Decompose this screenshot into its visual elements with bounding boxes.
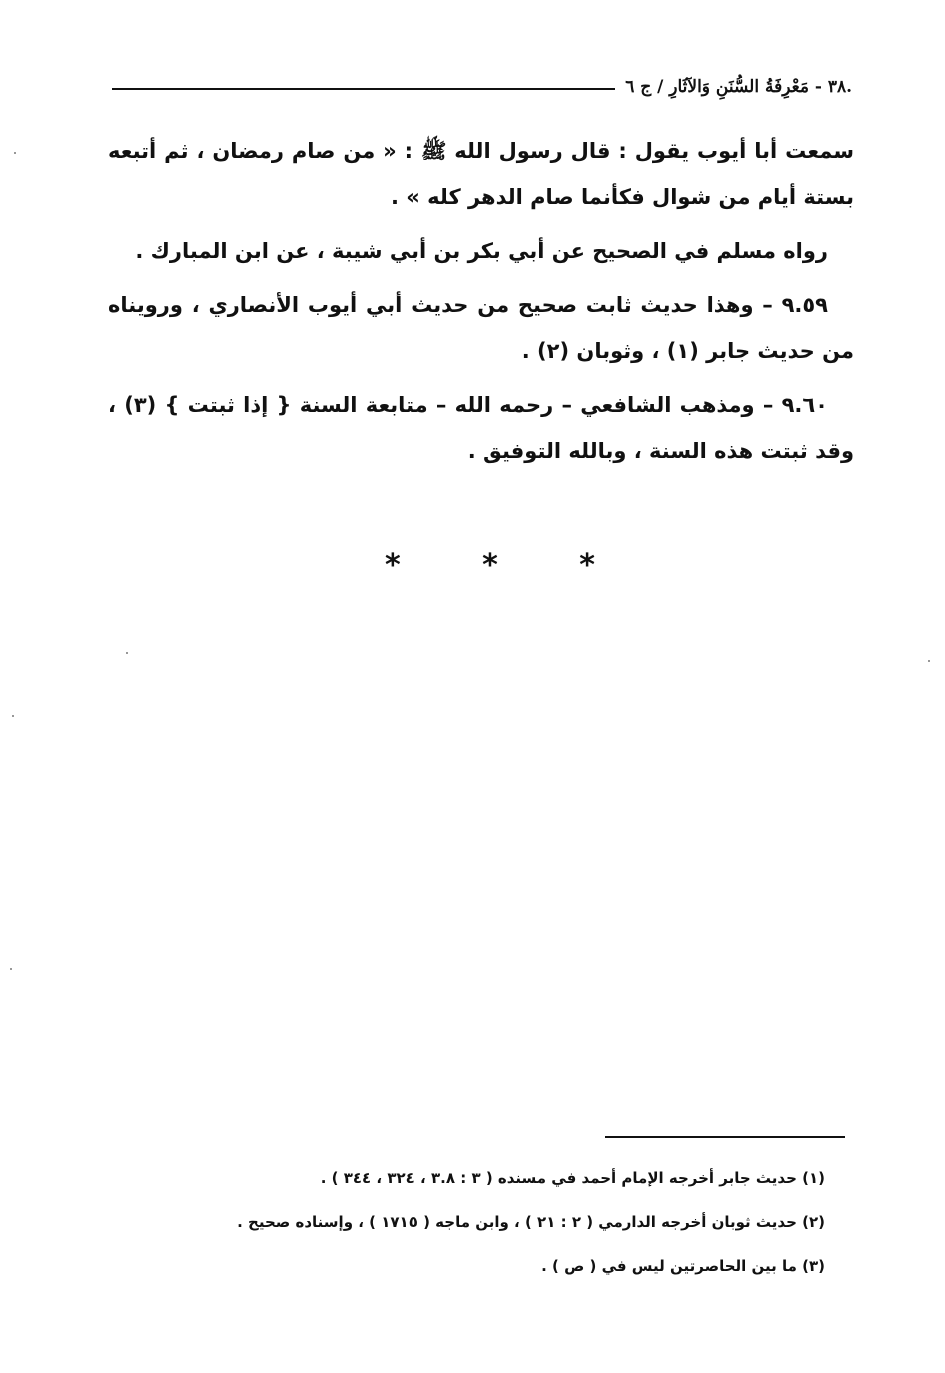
footnote-rule <box>605 1136 845 1138</box>
paragraph-9060: ٩.٦٠ – ومذهب الشافعي – رحمه الله – متابعة السنة { إذا ثبتت } (٣) ، وقد ثبتت هذه السنة ، وبالله التوفيق . <box>108 393 854 463</box>
main-text <box>108 128 854 482</box>
footnote-1: (١) حديث جابر أخرجه الإمام أحمد في مسنده ( ٣ : ٣.٨ ، ٣٢٤ ، ٣٤٤ ) . <box>320 1169 825 1187</box>
separator-star: * <box>482 548 498 583</box>
footnote-2: (٢) حديث ثوبان أخرجه الدارمي ( ٢ : ٢١ ) ، وابن ماجه ( ١٧١٥ ) ، وإسناده صحيح . <box>237 1213 825 1231</box>
footnote-3: (٣) ما بين الحاصرتين ليس في ( ص ) . <box>541 1257 825 1275</box>
scan-speck <box>928 660 930 662</box>
section-separator <box>385 548 595 583</box>
separator-star: * <box>385 548 401 583</box>
scan-speck <box>14 152 16 154</box>
paragraph-9059: ٩.٥٩ – وهذا حديث ثابت صحيح من حديث أبي أيوب الأنصاري ، ورويناه من حديث جابر (١) ، وثوبان (٢) . <box>108 293 854 363</box>
footnotes <box>150 1156 825 1288</box>
paragraph-hadith: سمعت أبا أيوب يقول : قال رسول الله ﷺ : « من صام رمضان ، ثم أتبعه بستة أيام من شوال فكأنما صام الدهر كله » . <box>108 139 854 209</box>
running-title: .٣٨ - مَعْرِفَةُ السُّنَنِ وَالآثَارِ / ج ٦ <box>625 77 852 97</box>
paragraph-narration: رواه مسلم في الصحيح عن أبي بكر بن أبي شيبة ، عن ابن المبارك . <box>135 239 828 263</box>
scan-speck <box>10 968 12 970</box>
separator-star: * <box>579 548 595 583</box>
page-header <box>112 70 852 104</box>
scan-speck <box>126 652 128 654</box>
header-rule <box>112 88 615 90</box>
scan-speck <box>12 715 14 717</box>
